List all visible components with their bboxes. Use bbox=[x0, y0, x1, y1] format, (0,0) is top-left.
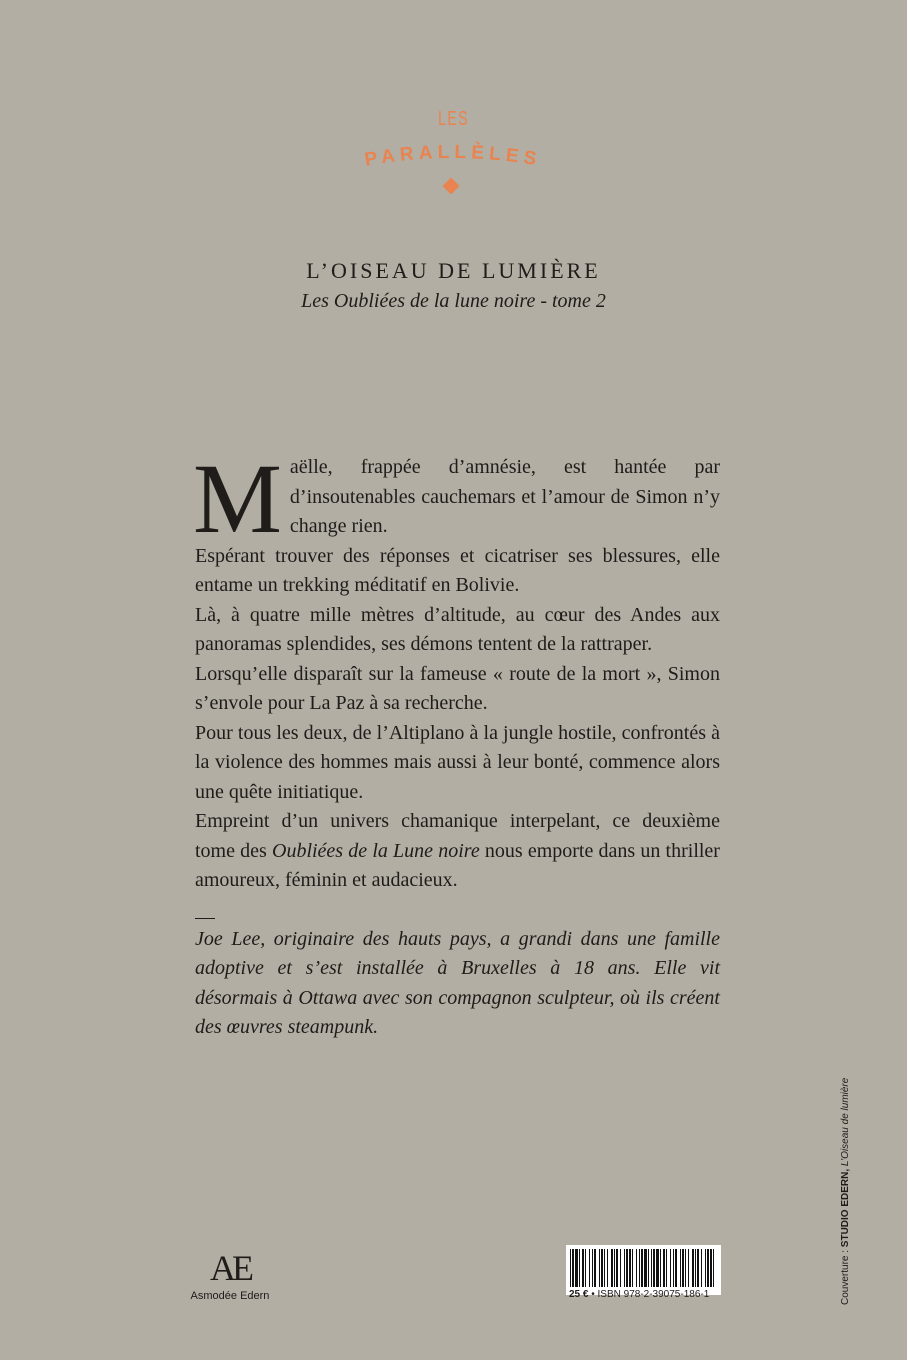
barcode-icon bbox=[570, 1249, 717, 1287]
credit-studio: STUDIO EDERN, bbox=[840, 1168, 851, 1248]
publisher-mark: AE bbox=[210, 1248, 250, 1288]
barcode-bar bbox=[594, 1249, 596, 1287]
barcode-bar bbox=[673, 1249, 674, 1287]
barcode-bar bbox=[575, 1249, 578, 1287]
blurb-paragraph-6-start: Empreint d’un univers chamanique interpelant, ce deuxième tome des bbox=[195, 810, 720, 862]
blurb-paragraph-5: Pour tous les deux, de l’Altiplano à la jungle hostile, confrontés à la violence des hommes mais aussi à leur bonté, commence alors une quête initiatique. bbox=[195, 721, 720, 803]
barcode-bar bbox=[632, 1249, 633, 1287]
barcode-bar bbox=[648, 1249, 649, 1287]
publisher-name: Asmodée Edern bbox=[190, 1290, 270, 1302]
barcode-bar bbox=[579, 1249, 580, 1287]
book-title: L’OISEAU DE LUMIÈRE bbox=[306, 258, 601, 283]
barcode-bar bbox=[636, 1249, 637, 1287]
credit-work: L’Oiseau de lumière bbox=[840, 1077, 851, 1169]
blurb-paragraph-1 bbox=[193, 443, 720, 554]
price: 25 € bbox=[569, 1289, 589, 1300]
barcode-bar bbox=[697, 1249, 699, 1287]
barcode-bar bbox=[653, 1249, 655, 1287]
barcode-bar bbox=[644, 1249, 647, 1287]
barcode-bar bbox=[713, 1249, 714, 1287]
publisher-logo bbox=[180, 1248, 280, 1302]
author-bio bbox=[195, 925, 720, 1043]
barcode-bar bbox=[705, 1249, 706, 1287]
barcode-bar bbox=[641, 1249, 643, 1287]
barcode-bar bbox=[692, 1249, 694, 1287]
barcode-bar bbox=[620, 1249, 621, 1287]
barcode-bar bbox=[582, 1249, 584, 1287]
barcode-bar bbox=[666, 1249, 667, 1287]
barcode-bar bbox=[592, 1249, 593, 1287]
blurb-paragraph-1-text: aëlle, frappée d’amnésie, est hantée par d’insoutenables cauchemars et l’amour de Simon n’y change rien. bbox=[289, 456, 720, 537]
barcode-bar bbox=[601, 1249, 603, 1287]
cover-credit bbox=[840, 1065, 856, 1305]
barcode-bar bbox=[604, 1249, 605, 1287]
barcode-bar bbox=[682, 1249, 684, 1287]
barcode-bar bbox=[663, 1249, 665, 1287]
barcode-bar bbox=[599, 1249, 600, 1287]
barcode-bar bbox=[624, 1249, 625, 1287]
blurb-paragraph-6-end: nous emporte dans un thriller amoureux, féminin et audacieux. bbox=[195, 839, 720, 891]
barcode-bar bbox=[660, 1249, 661, 1287]
book-subtitle: Les Oubliées de la lune noire - tome 2 bbox=[301, 290, 606, 312]
barcode-bar bbox=[585, 1249, 586, 1287]
barcode-bar bbox=[589, 1249, 590, 1287]
barcode-bar bbox=[685, 1249, 686, 1287]
barcode-bar bbox=[688, 1249, 689, 1287]
barcode-bar bbox=[572, 1249, 574, 1287]
barcode-bar bbox=[656, 1249, 659, 1287]
blurb-paragraph-2: Espérant trouver des réponses et cicatriser ses blessures, elle entame un trekking méditatif en Bolivie. bbox=[195, 544, 720, 596]
price-isbn bbox=[569, 1289, 709, 1300]
price-separator: • bbox=[588, 1289, 598, 1300]
credit-label: Couverture : bbox=[840, 1247, 851, 1305]
barcode-bar bbox=[701, 1249, 702, 1287]
barcode-bar bbox=[680, 1249, 681, 1287]
series-arc bbox=[340, 100, 567, 210]
series-logo bbox=[340, 100, 567, 210]
barcode bbox=[566, 1245, 721, 1295]
series-les-text: LES bbox=[438, 108, 469, 130]
barcode-bar bbox=[607, 1249, 608, 1287]
barcode-bar bbox=[675, 1249, 677, 1287]
barcode-bar bbox=[626, 1249, 628, 1287]
isbn: ISBN 978-2-39075-186-1 bbox=[597, 1289, 710, 1300]
blurb-paragraph-3: Là, à quatre mille mètres d’altitude, au cœur des Andes aux panoramas splendides, ses démons tentent de la rattraper. bbox=[195, 603, 720, 655]
barcode-bar bbox=[670, 1249, 671, 1287]
barcode-bar bbox=[710, 1249, 712, 1287]
barcode-bar bbox=[707, 1249, 709, 1287]
series-parallels-text: PARALLÈLES bbox=[363, 141, 543, 171]
drop-cap: M bbox=[193, 443, 282, 554]
blurb-paragraph-6 bbox=[195, 807, 720, 896]
barcode-bar bbox=[651, 1249, 652, 1287]
author-bio-text: Joe Lee, originaire des hauts pays, a grandi dans une famille adoptive et s’est installée à Bruxelles à 18 ans. Elle vit désormais à Ottawa avec son compagnon sculpteur, où ils créent des œuvres steampunk. bbox=[195, 927, 720, 1038]
barcode-bar bbox=[639, 1249, 640, 1287]
barcode-bar bbox=[611, 1249, 613, 1287]
barcode-bar bbox=[616, 1249, 618, 1287]
barcode-bar bbox=[629, 1249, 631, 1287]
barcode-bar bbox=[614, 1249, 615, 1287]
barcode-bar bbox=[695, 1249, 696, 1287]
blurb-paragraph-4: Lorsqu’elle disparaît sur la fameuse « route de la mort », Simon s’envole pour La Paz à sa recherche. bbox=[195, 662, 720, 714]
series-name-italic: Oubliées de la Lune noire bbox=[272, 839, 480, 862]
barcode-bar bbox=[570, 1249, 571, 1287]
divider bbox=[195, 918, 215, 919]
blurb bbox=[193, 443, 720, 1043]
